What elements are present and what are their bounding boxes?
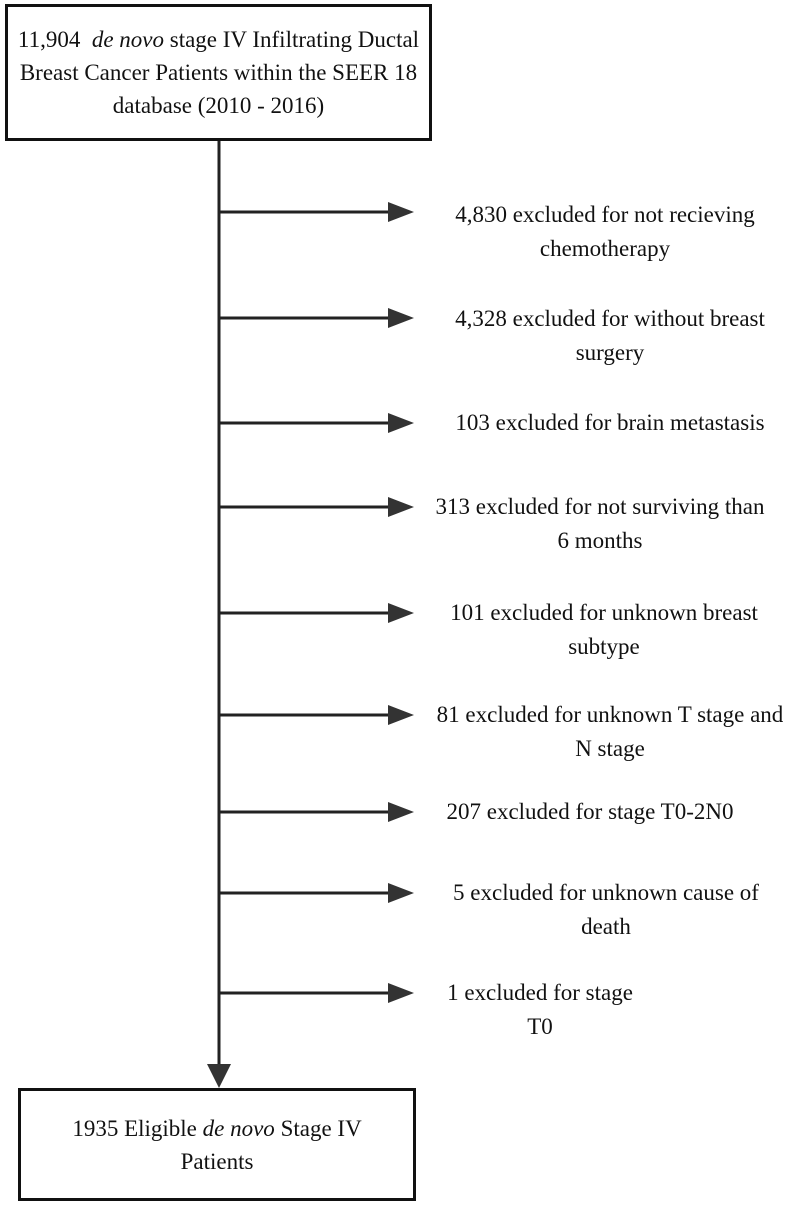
branch-arrow-2 xyxy=(219,308,414,328)
branch-arrow-7 xyxy=(219,802,414,822)
branch-arrow-9 xyxy=(219,983,414,1003)
exclusion-label-2: 4,328 excluded for without breast surgery xyxy=(455,306,765,365)
exclusion-label-5: 101 excluded for unknown breast subtype xyxy=(450,600,758,659)
start-description: stage IV Infiltrating Ductal Breast Cancer Patients within the SEER 18 database (2010 - 2016) xyxy=(19,27,420,118)
exclusion-label-9: 1 excluded for stage T0 xyxy=(447,980,633,1039)
eligible-population-text xyxy=(51,1112,383,1178)
exclusion-label-8: 5 excluded for unknown cause of death xyxy=(453,880,759,939)
branch-arrow-5 xyxy=(219,603,414,623)
branch-arrow-6 xyxy=(219,705,414,725)
exclusion-label-1: 4,830 excluded for not recieving chemotherapy xyxy=(455,202,755,261)
eligible-description: Stage IV Patients xyxy=(180,1115,362,1174)
down-arrowhead xyxy=(207,1064,231,1088)
branch-arrow-3 xyxy=(219,413,414,433)
branch-arrow-1 xyxy=(219,202,414,222)
eligible-population-box xyxy=(18,1088,416,1201)
eligible-italic-term: de novo xyxy=(202,1115,275,1141)
eligible-count: 1935 Eligible xyxy=(72,1115,197,1141)
exclusion-label-3: 103 excluded for brain metastasis xyxy=(455,410,765,435)
exclusion-label-4: 313 excluded for not surviving than 6 months xyxy=(435,494,765,553)
exclusion-label-7: 207 excluded for stage T0-2N0 xyxy=(446,799,734,824)
branch-arrow-8 xyxy=(219,883,414,903)
start-italic-term: de novo xyxy=(91,27,164,52)
exclusion-label-6: 81 excluded for unknown T stage and N stage xyxy=(436,702,784,761)
start-count: 11,904 xyxy=(17,27,81,52)
start-population-text xyxy=(16,23,421,122)
branch-arrow-4 xyxy=(219,497,414,517)
start-population-box xyxy=(5,4,432,141)
